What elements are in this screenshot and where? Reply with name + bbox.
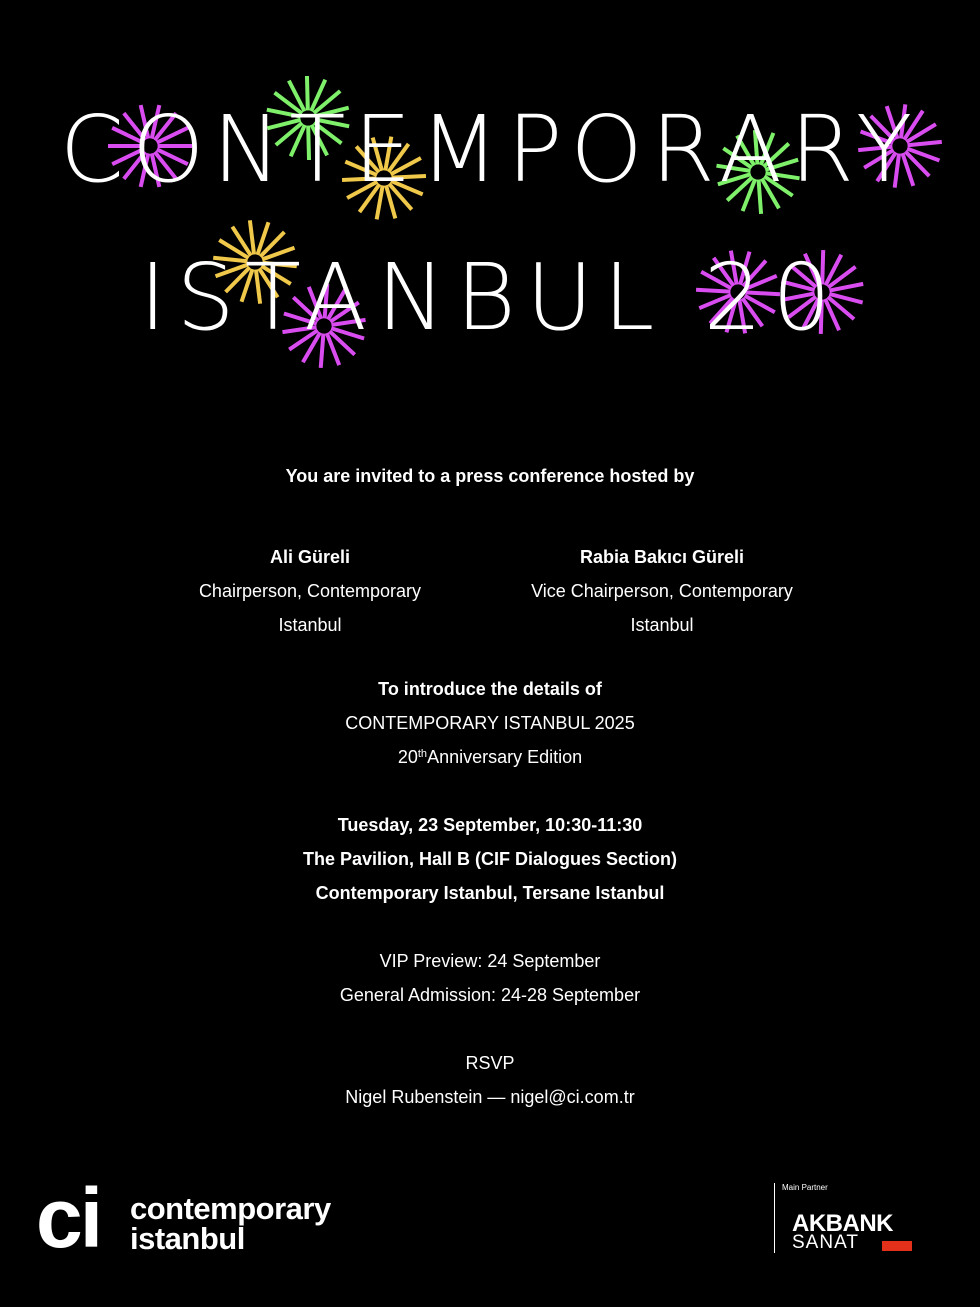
sanat-logo-text: SANAT [792, 1232, 859, 1253]
rsvp-contact[interactable]: Nigel Rubenstein — nigel@ci.com.tr [345, 1087, 635, 1107]
host-role-cont: Istanbul [630, 615, 694, 635]
ci-logo-mark: ci [36, 1171, 101, 1265]
vip-preview-date: VIP Preview: 24 September [379, 951, 601, 971]
intro-lead: To introduce the details of [378, 679, 602, 699]
public-dates-section [0, 944, 980, 1012]
edition-text: Anniversary Edition [427, 747, 583, 767]
ci-logo-text [130, 1191, 331, 1256]
edition-number: 20 [397, 747, 418, 767]
event-venue: The Pavilion, Hall B (CIF Dialogues Section) [302, 849, 678, 869]
partner-divider [774, 1183, 775, 1253]
firework-bursts [0, 0, 980, 420]
when-where-section [0, 808, 980, 910]
ci-logo-line1: contemporary [130, 1191, 331, 1226]
hero-line-contemporary: CONTEMPORARY [59, 96, 921, 203]
host-role: Vice Chairperson, Contemporary [531, 581, 793, 601]
edition-line [0, 740, 980, 774]
hero-title [0, 0, 980, 420]
akbank-red-mark [882, 1238, 912, 1251]
host-role: Chairperson, Contemporary [198, 581, 422, 601]
edition-ordinal: th [417, 748, 428, 760]
host-name: Ali Güreli [269, 547, 350, 567]
hero-line-istanbul-20: ISTANBUL 20 [139, 244, 841, 351]
event-name: CONTEMPORARY ISTANBUL 2025 [345, 713, 635, 733]
contemporary-istanbul-logo [36, 1171, 356, 1265]
general-admission-date: General Admission: 24-28 September [339, 985, 641, 1005]
rsvp-section [0, 1046, 980, 1114]
event-date-time: Tuesday, 23 September, 10:30-11:30 [337, 815, 643, 835]
invite-heading: You are invited to a press conference hosted by [285, 466, 695, 486]
partner-label: Main Partner [782, 1183, 828, 1192]
akbank-logo-text: AKBANK [792, 1210, 893, 1237]
main-partner-block [774, 1183, 944, 1258]
host-name: Rabia Bakıcı Güreli [579, 547, 745, 567]
intro-section [0, 672, 980, 774]
host-ali-gureli [160, 540, 460, 642]
ci-logo-line2: istanbul [130, 1221, 245, 1256]
rsvp-label: RSVP [465, 1053, 515, 1073]
host-rabia-bakici-gureli [497, 540, 827, 642]
host-role-cont: Istanbul [278, 615, 342, 635]
event-location: Contemporary Istanbul, Tersane Istanbul [315, 883, 665, 903]
